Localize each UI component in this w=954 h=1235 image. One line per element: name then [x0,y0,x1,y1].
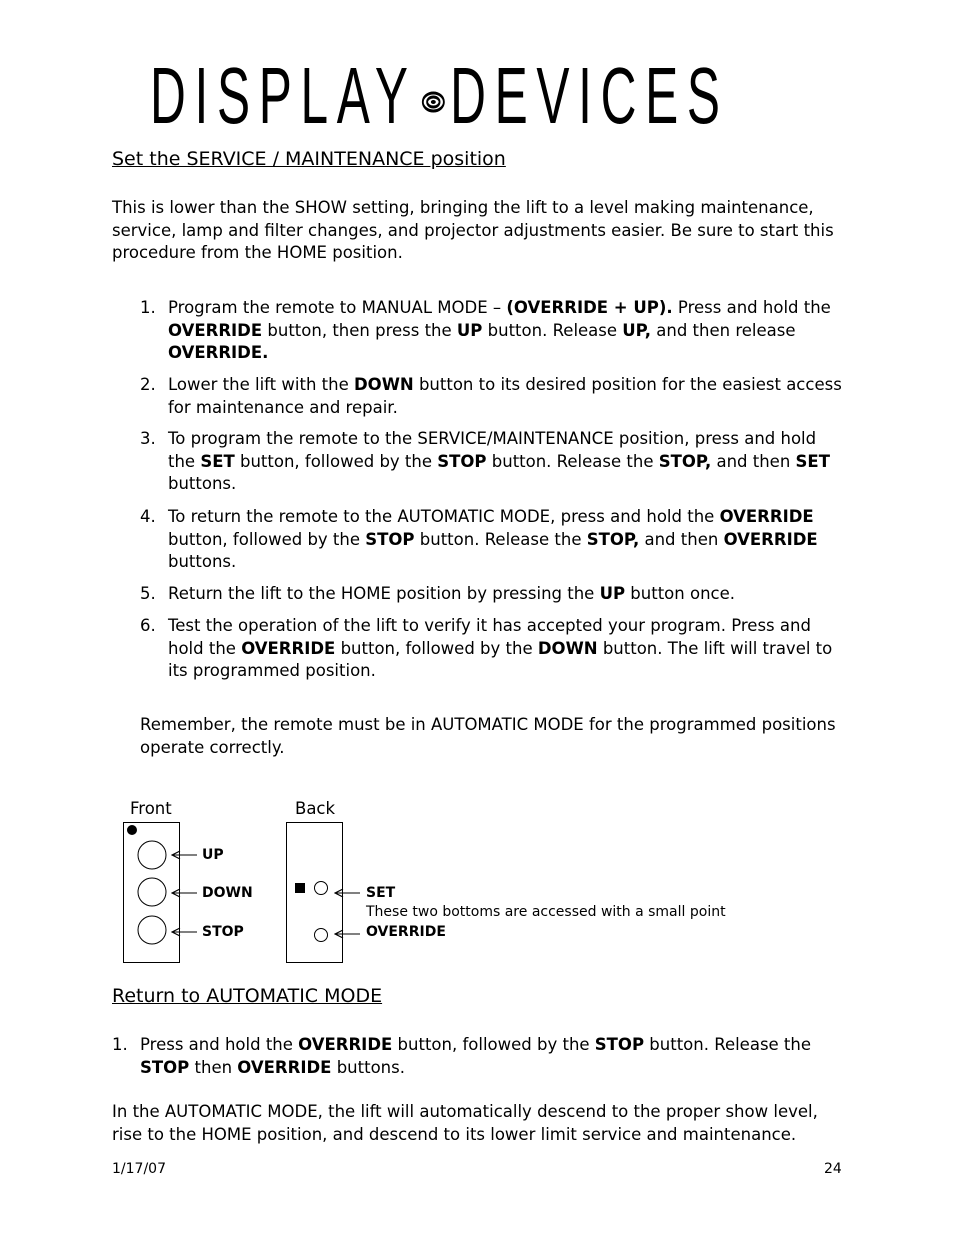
back-label: Back [295,799,336,818]
step-number: 6. [140,616,156,635]
footer-date: 1/17/07 [112,1161,166,1177]
stop-label: STOP [202,924,244,940]
text-run: Return the lift to the HOME position by pressing the [168,584,600,603]
override-label: OVERRIDE [366,924,446,940]
text-run: Test the operation of the lift to verify it has accepted your program. Press and hold the [168,616,811,658]
text-run: Press and hold the [140,1035,299,1054]
front-label: Front [130,799,172,818]
step-text [168,297,845,365]
bold-term: STOP [437,451,487,471]
up-label: UP [202,847,224,863]
bold-term: STOP [594,1035,645,1054]
back-square-marker [295,883,305,893]
override-button-circle [315,929,328,942]
bold-term: OVERRIDE [168,320,263,340]
text-run: button, followed by the [335,638,538,658]
text-run: button, followed by the [234,451,438,471]
step-number: 5. [140,584,156,603]
front-remote-body [124,823,180,963]
down-label: DOWN [202,885,253,901]
text-run: button. The lift will travel to its programmed position. [168,638,833,680]
intro-paragraph: This is lower than the SHOW setting, bringing the lift to a level making maintenance, service, lamp and filter changes, and projector adjustments easier. Be sure to start this procedure from the HOME position. [112,198,834,262]
bold-term: SET [200,451,235,471]
text-run: Program the remote to MANUAL MODE – [168,298,507,317]
step-text [168,506,845,574]
logo-text [150,50,729,142]
text-run: buttons. [168,552,237,571]
bold-term: OVERRIDE [723,529,818,549]
bold-term: OVERRIDE [237,1057,332,1077]
step-number: 1. [140,298,156,317]
step-number: 2. [140,375,156,394]
bold-term: STOP [365,529,415,549]
bold-term: STOP [140,1057,190,1077]
step-text [168,428,845,496]
bold-term: UP, [622,320,652,340]
logo-word-display: DISPLAY [150,51,417,140]
text-run: and then release [651,320,796,340]
text-run: To return the remote to the AUTOMATIC MODE, press and hold the [168,507,720,526]
stop-button-circle [138,916,166,944]
back-remote-body [287,823,343,963]
text-run: button. Release the [414,529,587,549]
bold-term: STOP, [586,529,640,549]
up-button-circle [138,841,166,869]
led-indicator [127,825,137,835]
step-text [168,583,845,606]
text-run: button once. [625,584,735,603]
set-label: SET [366,885,396,901]
section-heading-service: Set the SERVICE / MAINTENANCE position [112,148,506,170]
bold-term: STOP, [658,451,712,471]
list-item [140,297,845,365]
list-item [140,428,845,496]
remember-note: Remember, the remote must be in AUTOMATIC MODE for the programmed positions operate correctly. [140,715,836,757]
bold-term: DOWN [353,375,414,394]
bold-term: OVERRIDE [298,1035,393,1054]
text-run: button to its desired position for the easiest access for maintenance and repair. [168,375,842,417]
step-number: 1. [112,1035,128,1054]
text-run: then [189,1057,238,1077]
bold-term: OVERRIDE. [168,343,269,362]
text-run: button. Release [482,320,623,340]
list-item [140,615,845,683]
text-run: Lower the lift with the [168,375,354,394]
list-item [140,374,845,419]
down-button-circle [138,878,166,906]
text-run: button. Release the [644,1035,812,1054]
step-number: 4. [140,507,156,526]
text-run: buttons. [168,474,237,493]
step-number: 3. [140,429,156,448]
bold-term: SET [795,451,830,471]
list-item-automatic [112,1034,847,1079]
logo-word-devices: DEVICES [450,51,729,140]
bold-term: OVERRIDE [241,638,336,658]
small-point-note: These two bottoms are accessed with a small point [366,904,726,920]
bold-term: (OVERRIDE + UP). [506,298,673,317]
set-button-circle [315,882,328,895]
list-item [140,506,845,574]
bold-term: OVERRIDE [719,507,814,526]
text-run: To program the remote to the SERVICE/MAINTENANCE position, press and hold the [168,429,817,471]
closing-paragraph: In the AUTOMATIC MODE, the lift will automatically descend to the proper show level, rise to the HOME position, and descend to its lower limit service and maintenance. [112,1102,818,1144]
text-run: button, then press the [262,320,457,340]
company-logo [150,50,810,140]
logo-swirl-icon [420,82,446,122]
step-text [168,374,845,419]
step-text-automatic [140,1034,847,1079]
text-run: and then [639,529,724,549]
text-run: button. Release the [486,451,659,471]
bold-term: DOWN [537,638,598,658]
text-run: Press and hold the [672,298,831,317]
page-number: 24 [824,1161,842,1177]
text-run: button, followed by the [168,529,366,549]
text-run: buttons. [331,1057,405,1077]
section-heading-automatic: Return to AUTOMATIC MODE [112,985,383,1007]
step-text [168,615,845,683]
bold-term: UP [599,584,626,603]
list-item [140,583,845,606]
bold-term: UP [456,320,483,340]
text-run: and then [711,451,796,471]
text-run: button, followed by the [392,1035,595,1054]
